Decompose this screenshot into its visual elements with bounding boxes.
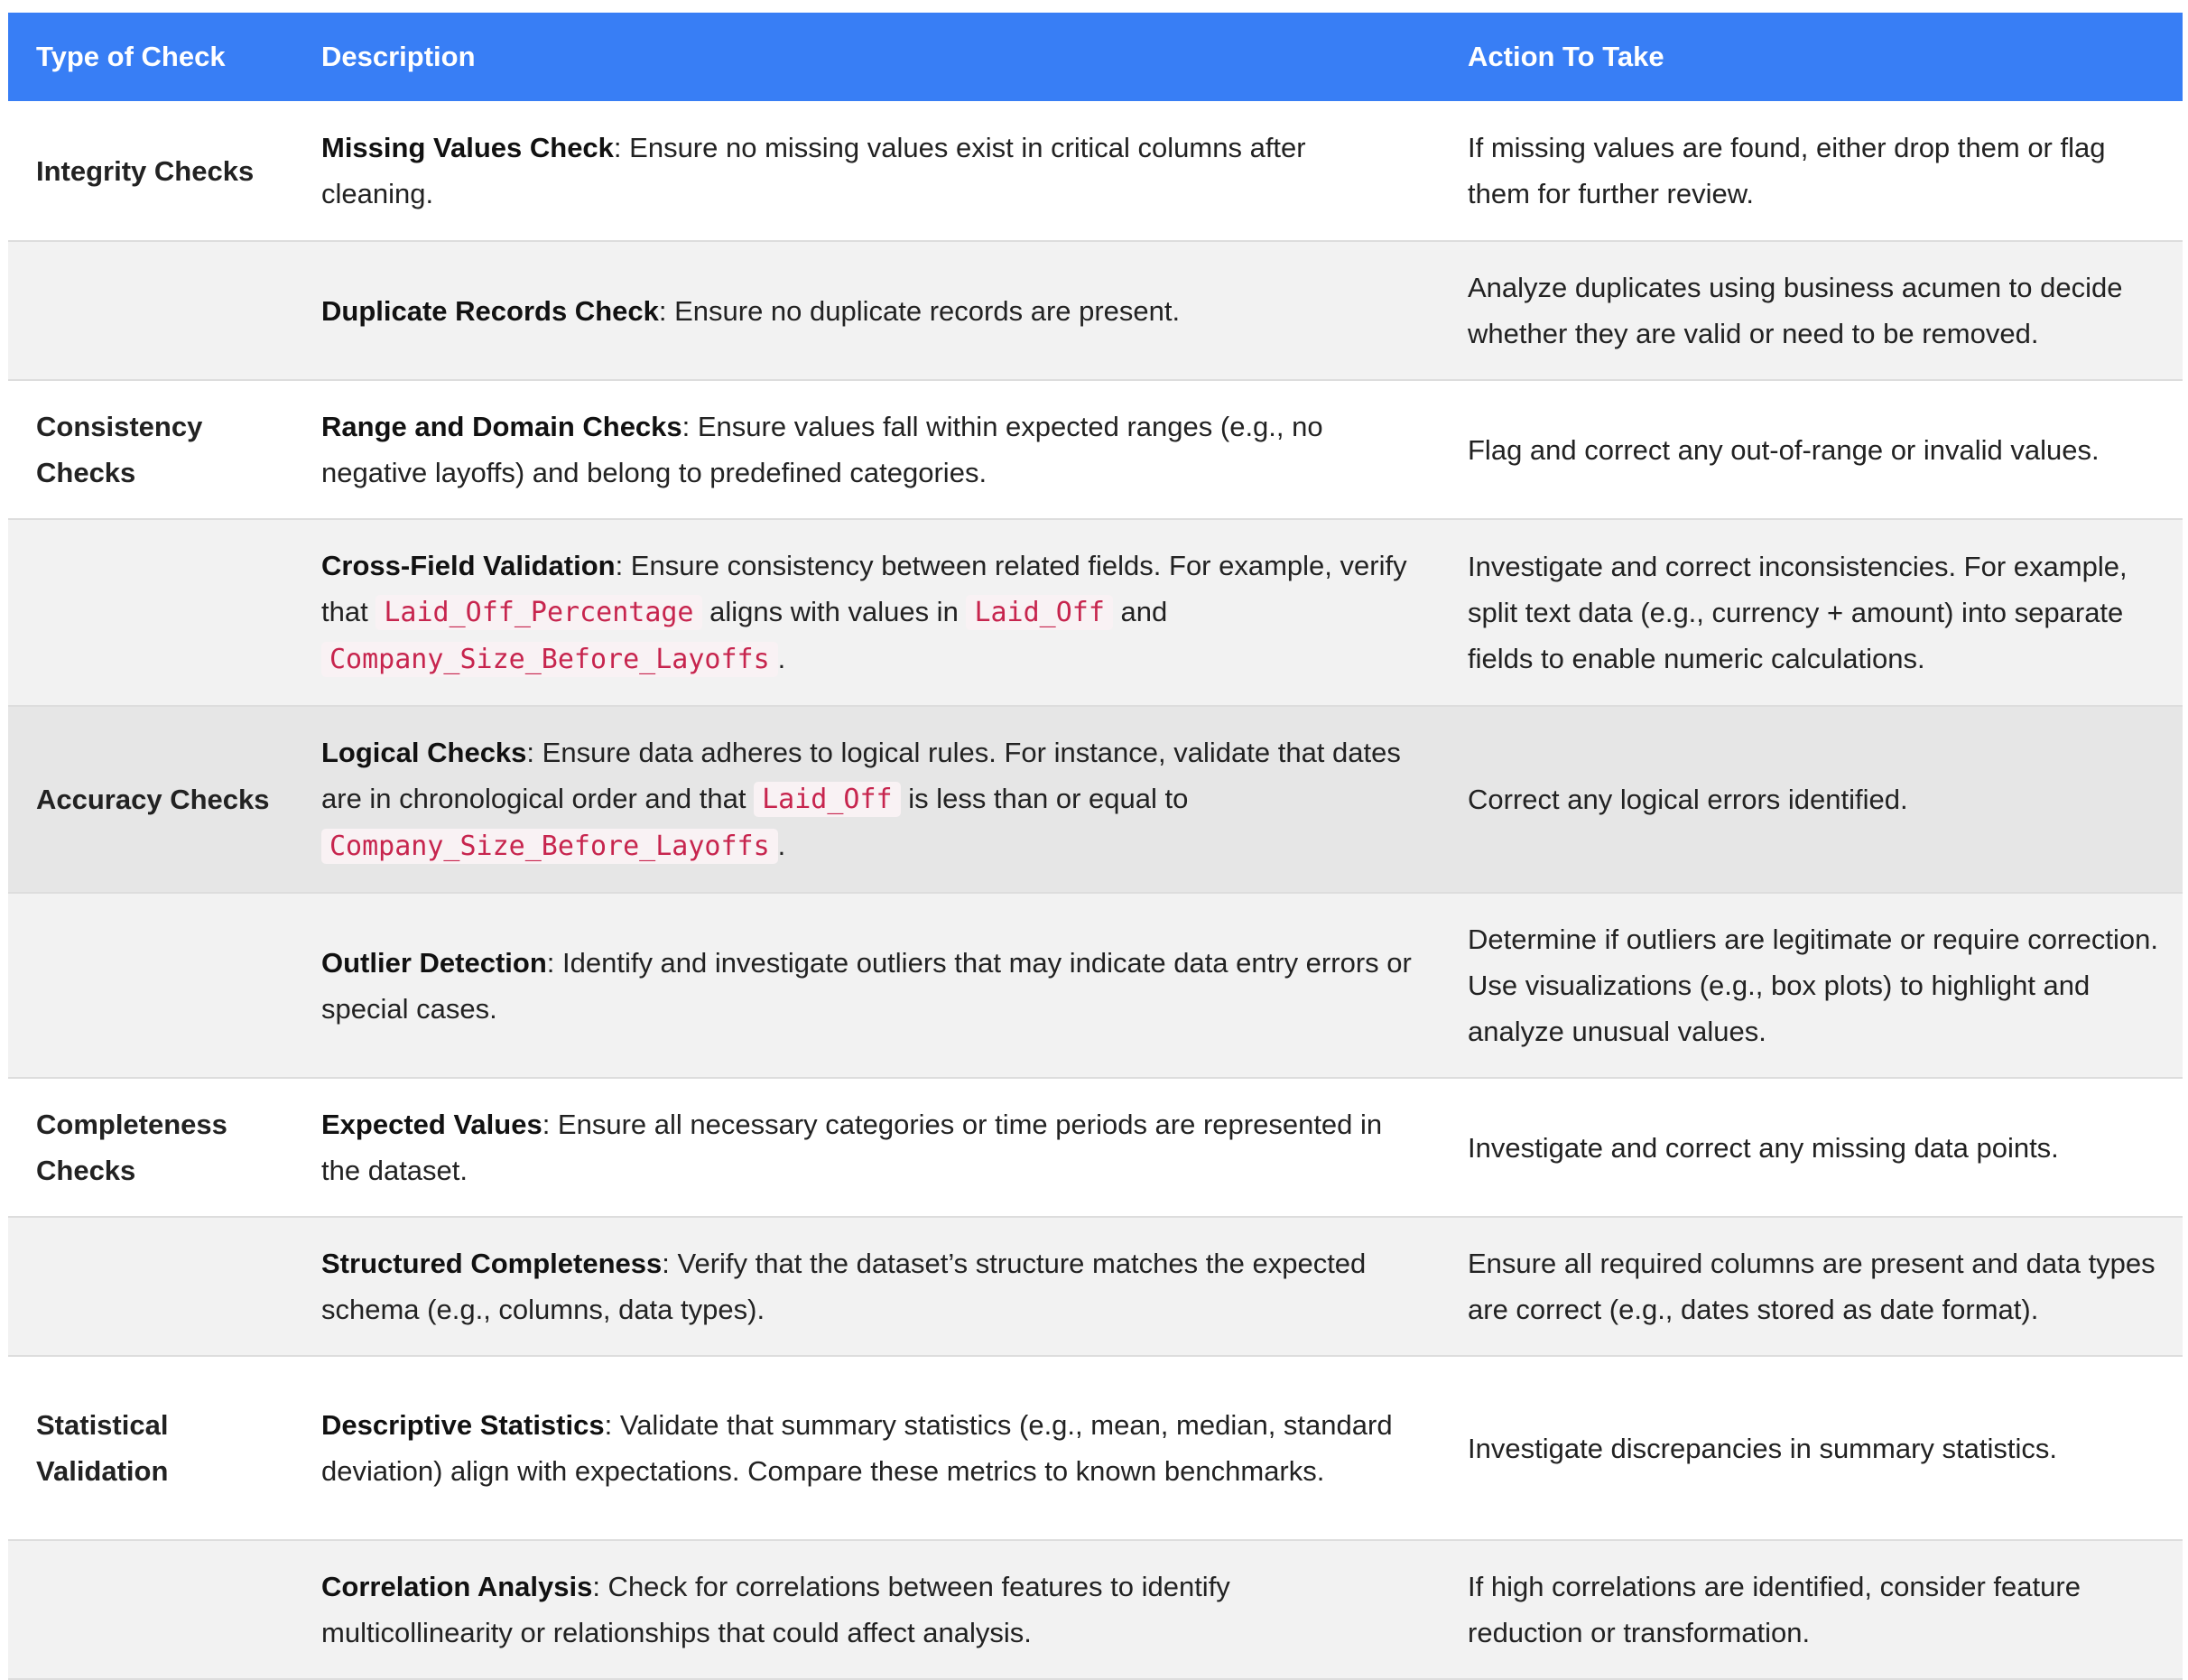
check-type-cell: Statistical Validation bbox=[8, 1356, 293, 1540]
check-type-cell: Integrity Checks bbox=[8, 101, 293, 241]
description-text: : Identify and investigate outliers that may indicate data entry errors or special cases. bbox=[321, 946, 1412, 1025]
description-text: : Verify that the dataset’s structure matches the expected schema (e.g., columns, data types). bbox=[321, 1248, 1367, 1325]
description-title: Correlation Analysis bbox=[321, 1571, 593, 1602]
description-text: aligns with values in bbox=[701, 596, 967, 627]
description-title: Logical Checks bbox=[321, 737, 527, 768]
description-cell bbox=[293, 893, 1440, 1078]
inline-code: Laid_Off bbox=[754, 782, 901, 817]
check-type-cell bbox=[8, 1540, 293, 1679]
action-cell: If missing values are found, either drop them or flag them for further review. bbox=[1440, 101, 2183, 241]
description-cell bbox=[293, 1217, 1440, 1356]
check-type-cell: Accuracy Checks bbox=[8, 706, 293, 893]
description-text: . bbox=[777, 643, 786, 674]
check-type-cell: Consistency Checks bbox=[8, 380, 293, 519]
description-text: : Ensure data adheres to logical rules. For instance, validate that dates are in chronological order and that bbox=[321, 737, 1401, 814]
description-text: : Ensure consistency between related fields. For example, verify that bbox=[321, 550, 1407, 627]
table-header bbox=[8, 13, 2183, 101]
description-text: and bbox=[1112, 596, 1168, 627]
check-type-cell bbox=[8, 893, 293, 1078]
description-cell bbox=[293, 241, 1440, 380]
description-text: is less than or equal to bbox=[900, 783, 1189, 814]
description-text: : Ensure no duplicate records are present. bbox=[658, 294, 1181, 327]
action-cell: Analyze duplicates using business acumen to decide whether they are valid or need to be removed. bbox=[1440, 241, 2183, 380]
header-action-to-take: Action To Take bbox=[1440, 13, 2183, 101]
description-text: . bbox=[777, 830, 786, 861]
description-text: : Ensure no missing values exist in critical columns after cleaning. bbox=[321, 132, 1306, 209]
inline-code: Laid_Off_Percentage bbox=[375, 595, 701, 630]
action-cell: Determine if outliers are legitimate or require correction. Use visualizations (e.g., box plots) to highlight and analyze unusual values. bbox=[1440, 893, 2183, 1078]
description-cell bbox=[293, 1078, 1440, 1217]
action-cell: Investigate discrepancies in summary statistics. bbox=[1440, 1356, 2183, 1540]
description-text: : Ensure values fall within expected ranges (e.g., no negative layoffs) and belong to predefined categories. bbox=[321, 411, 1323, 488]
description-text: : Ensure all necessary categories or time periods are represented in the dataset. bbox=[321, 1109, 1383, 1186]
check-type-cell: Completeness Checks bbox=[8, 1078, 293, 1217]
table-row bbox=[8, 1078, 2183, 1217]
table-row bbox=[8, 101, 2183, 241]
action-cell: Investigate and correct inconsistencies. For example, split text data (e.g., currency + amount) into separate fields to enable numeric calculations. bbox=[1440, 519, 2183, 706]
description-title: Expected Values bbox=[321, 1109, 542, 1140]
header-type-of-check: Type of Check bbox=[8, 13, 293, 101]
action-cell: Correct any logical errors identified. bbox=[1440, 706, 2183, 893]
table-container bbox=[8, 13, 2183, 1680]
description-title: Structured Completeness bbox=[321, 1248, 663, 1279]
table-row bbox=[8, 1356, 2183, 1540]
table-row bbox=[8, 241, 2183, 380]
description-cell bbox=[293, 101, 1440, 241]
check-type-cell bbox=[8, 241, 293, 380]
description-cell bbox=[293, 706, 1440, 893]
inline-code: Company_Size_Before_Layoffs bbox=[321, 829, 778, 864]
description-text: : Check for correlations between features to identify multicollinearity or relationships that could affect analysis. bbox=[321, 1571, 1230, 1648]
action-cell: If high correlations are identified, consider feature reduction or transformation. bbox=[1440, 1540, 2183, 1679]
check-type-cell bbox=[8, 519, 293, 706]
description-text: : Validate that summary statistics (e.g., mean, median, standard deviation) align with expectations. Compare these metrics to known benchmarks. bbox=[321, 1409, 1393, 1487]
header-description: Description bbox=[293, 13, 1440, 101]
description-cell bbox=[293, 1356, 1440, 1540]
description-title: Missing Values Check bbox=[321, 132, 614, 163]
table-body bbox=[8, 101, 2183, 1679]
inline-code: Laid_Off bbox=[966, 595, 1113, 630]
table-row bbox=[8, 519, 2183, 706]
table-row bbox=[8, 706, 2183, 893]
table-row bbox=[8, 1217, 2183, 1356]
description-cell bbox=[293, 1540, 1440, 1679]
action-cell: Flag and correct any out-of-range or invalid values. bbox=[1440, 380, 2183, 519]
description-cell bbox=[293, 380, 1440, 519]
table-row bbox=[8, 380, 2183, 519]
table-row bbox=[8, 1540, 2183, 1679]
header-row bbox=[8, 13, 2183, 101]
description-cell bbox=[293, 519, 1440, 706]
description-title: Range and Domain Checks bbox=[321, 411, 682, 442]
table-row bbox=[8, 893, 2183, 1078]
action-cell: Ensure all required columns are present and data types are correct (e.g., dates stored as date format). bbox=[1440, 1217, 2183, 1356]
description-title: Descriptive Statistics bbox=[321, 1409, 605, 1441]
inline-code: Company_Size_Before_Layoffs bbox=[321, 642, 778, 677]
check-type-cell bbox=[8, 1217, 293, 1356]
description-title: Cross-Field Validation bbox=[321, 550, 616, 581]
action-cell: Investigate and correct any missing data points. bbox=[1440, 1078, 2183, 1217]
description-title: Duplicate Records Check bbox=[321, 294, 659, 327]
description-title: Outlier Detection bbox=[321, 946, 547, 979]
data-quality-checks-table bbox=[8, 13, 2183, 1680]
